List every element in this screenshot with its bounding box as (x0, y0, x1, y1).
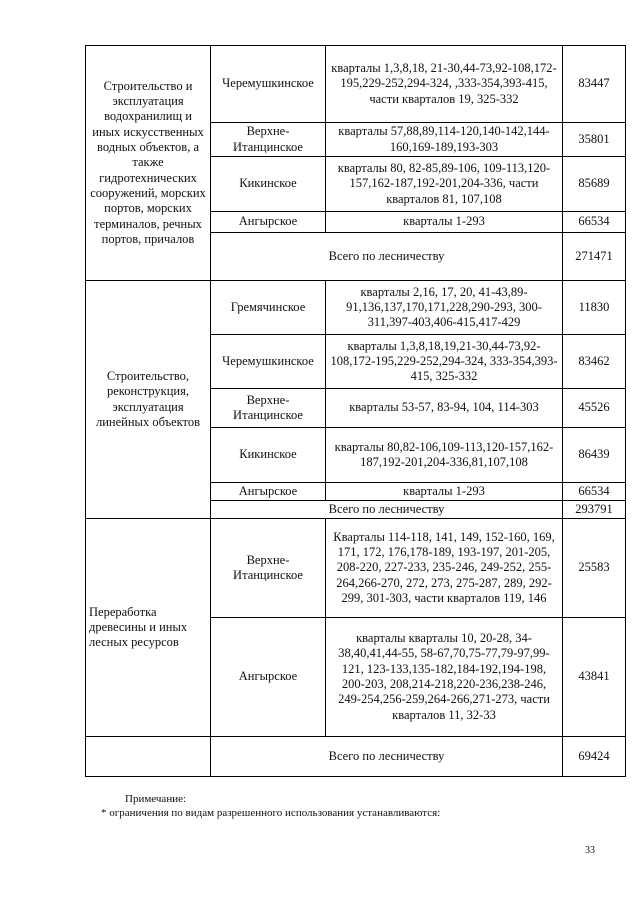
purpose-cell: Строительство, реконструкция, эксплуатация линейных объектов (86, 281, 211, 519)
quarters-cell: кварталы 57,88,89,114-120,140-142,144-160,169-189,193-303 (326, 123, 563, 157)
note-text: * ограничения по видам разрешенного использования устанавливаются: (101, 807, 441, 819)
area-cell: 35801 (563, 123, 626, 157)
forestry-cell: Черемушкинское (211, 335, 326, 389)
area-cell: 83462 (563, 335, 626, 389)
total-label: Всего по лесничеству (211, 233, 563, 281)
table-row (86, 46, 626, 123)
area-cell: 66534 (563, 483, 626, 501)
table-row (86, 519, 626, 618)
quarters-cell: Кварталы 114-118, 141, 149, 152-160, 169, 171, 172, 176,178-189, 193-197, 201-205, 208-220, 227-233, 235-246, 249-252, 255-264,266-270, 272, 273, 275-287, 289, 292-299, 301-303, части кварталов 119, 146 (326, 519, 563, 618)
quarters-cell: кварталы 1-293 (326, 212, 563, 233)
total-value: 69424 (563, 737, 626, 777)
note-title: Примечание: (125, 793, 187, 805)
empty-cell (86, 737, 211, 777)
area-cell: 86439 (563, 428, 626, 483)
area-cell: 25583 (563, 519, 626, 618)
forestry-cell: Кикинское (211, 428, 326, 483)
forestry-cell: Ангырское (211, 212, 326, 233)
note (85, 792, 440, 820)
area-cell: 45526 (563, 389, 626, 428)
forestry-cell: Гремячинское (211, 281, 326, 335)
total-value: 293791 (563, 501, 626, 519)
forestry-cell: Верхне-Итанцинское (211, 389, 326, 428)
total-value: 271471 (563, 233, 626, 281)
total-label: Всего по лесничеству (211, 737, 563, 777)
quarters-cell: кварталы 1,3,8,18, 21-30,44-73,92-108,172-195,229-252,294-324, ,333-354,393-415, части кварталов 19, 325-332 (326, 46, 563, 123)
area-cell: 66534 (563, 212, 626, 233)
quarters-cell: кварталы кварталы 10, 20-28, 34-38,40,41,44-55, 58-67,70,75-77,79-97,99-121, 123-133,135-182,184-192,194-198, 200-203, 208,214-218,220-236,238-246, 249-254,256-259,264-266,271-273, части кварталов 11, 32-33 (326, 618, 563, 737)
quarters-cell: кварталы 1,3,8,18,19,21-30,44-73,92-108,172-195,229-252,294-324, 333-354,393-415, 325-332 (326, 335, 563, 389)
quarters-cell: кварталы 53-57, 83-94, 104, 114-303 (326, 389, 563, 428)
forestry-cell: Верхне-Итанцинское (211, 519, 326, 618)
total-label: Всего по лесничеству (211, 501, 563, 519)
area-cell: 11830 (563, 281, 626, 335)
forestry-cell: Ангырское (211, 483, 326, 501)
purpose-cell: Строительство и эксплуатация водохранилищ и иных искусственных водных объектов, а также гидротехнических сооружений, морских портов, морских терминалов, речных портов, причалов (86, 46, 211, 281)
purpose-cell: Переработка древесины и иных лесных ресурсов (86, 519, 211, 737)
area-cell: 85689 (563, 157, 626, 212)
quarters-cell: кварталы 80, 82-85,89-106, 109-113,120-157,162-187,192-201,204-336, части кварталов 81, 107,108 (326, 157, 563, 212)
quarters-cell: кварталы 1-293 (326, 483, 563, 501)
quarters-cell: кварталы 80,82-106,109-113,120-157,162-187,192-201,204-336,81,107,108 (326, 428, 563, 483)
quarters-cell: кварталы 2,16, 17, 20, 41-43,89-91,136,137,170,171,228,290-293, 300-311,397-403,406-415,417-429 (326, 281, 563, 335)
page-number: 33 (585, 845, 595, 856)
forestry-cell: Кикинское (211, 157, 326, 212)
table-row (86, 281, 626, 335)
area-cell: 83447 (563, 46, 626, 123)
forestry-cell: Верхне-Итанцинское (211, 123, 326, 157)
total-row (86, 737, 626, 777)
forestry-cell: Ангырское (211, 618, 326, 737)
area-cell: 43841 (563, 618, 626, 737)
restrictions-table-wrapper (85, 45, 625, 777)
restrictions-table (85, 45, 626, 777)
forestry-cell: Черемушкинское (211, 46, 326, 123)
